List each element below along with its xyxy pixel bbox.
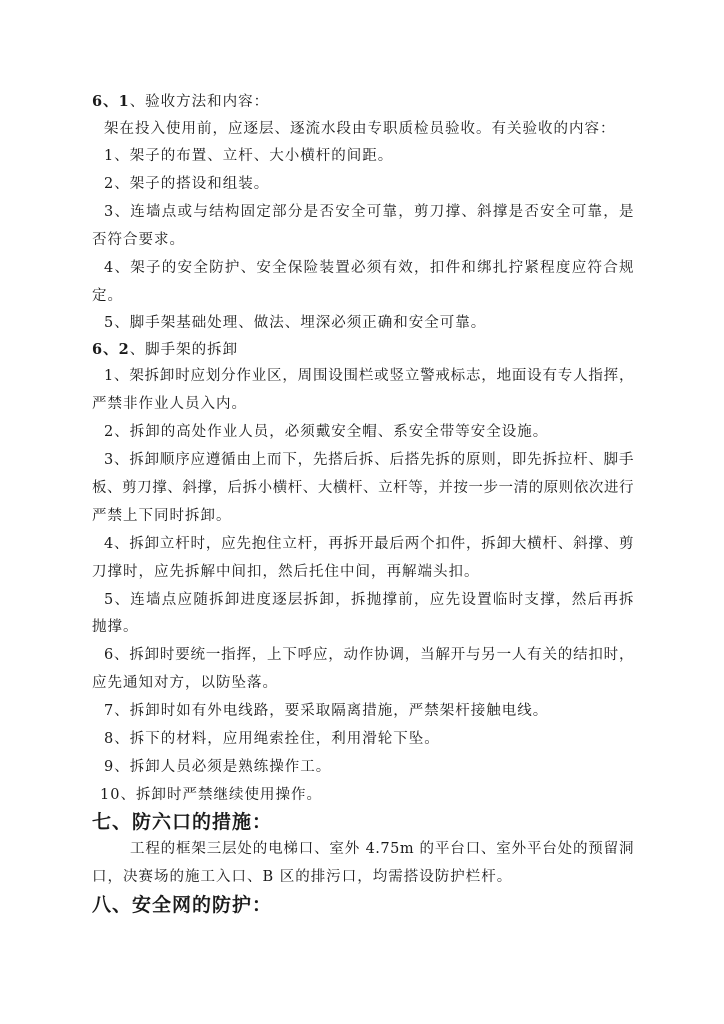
section-6-1-item-5: 5、脚手架基础处理、做法、埋深必须正确和安全可靠。 — [104, 315, 487, 331]
section-6-1-item-4: 4、架子的安全防护、安全保险装置必须有效，扣件和绑扎拧紧程度应符合规 — [104, 260, 634, 276]
section-6-1-item-4-cont: 定。 — [92, 288, 123, 304]
section-6-2-item-3-cont-2: 严禁上下同时拆卸。 — [92, 508, 232, 524]
section-6-2-item-10: 10、拆卸时严禁继续使用操作。 — [100, 787, 322, 803]
section-7-heading: 七、防六口的措施： — [92, 811, 273, 833]
section-6-1-intro: 架在投入使用前，应逐层、逐流水段由专职质检员验收。有关验收的内容： — [104, 121, 616, 137]
section-6-2-item-3-cont-1: 板、剪刀撑、斜撑，后拆小横杆、大横杆、立杆等，并按一步一清的原则依次进行 — [92, 480, 634, 496]
section-6-2-item-5: 5、连墙点应随拆卸进度逐层拆卸，拆抛撑前，应先设置临时支撑，然后再拆 — [104, 592, 634, 608]
section-6-2-item-5-cont: 抛撑。 — [92, 619, 139, 635]
section-6-2-number: 6、2 — [92, 341, 130, 358]
section-6-1-item-1: 1、架子的布置、立杆、大小横杆的间距。 — [104, 148, 394, 164]
section-6-2-item-4-cont: 刀撑时，应先拆解中间扣，然后托住中间，再解端头扣。 — [92, 564, 480, 580]
section-6-1-item-3-cont: 否符合要求。 — [92, 232, 185, 248]
section-6-2-item-6-cont: 应先通知对方，以防坠落。 — [92, 675, 278, 691]
section-6-2-title: 、脚手架的拆卸 — [129, 342, 239, 358]
section-8-heading: 八、安全网的防护： — [92, 894, 273, 916]
section-6-2-item-4: 4、拆卸立杆时，应先抱住立杆，再拆开最后两个扣件，拆卸大横杆、斜撑、剪 — [104, 536, 634, 552]
section-6-2-item-1: 1、架拆卸时应划分作业区，周围设围栏或竖立警戒标志，地面设有专人指挥， — [104, 368, 634, 384]
section-7-paragraph-line-1: 工程的框架三层处的电梯口、室外 4.75m 的平台口、室外平台处的预留洞 — [130, 841, 634, 857]
section-6-1-item-3: 3、连墙点或与结构固定部分是否安全可靠，剪刀撑、斜撑是否安全可靠，是 — [104, 204, 634, 220]
section-6-1-heading — [92, 92, 269, 112]
section-6-2-item-3: 3、拆卸顺序应遵循由上而下，先搭后拆、后搭先拆的原则，即先拆拉杆、脚手 — [104, 452, 634, 468]
section-6-2-item-7: 7、拆卸时如有外电线路，要采取隔离措施，严禁架杆接触电线。 — [104, 703, 549, 719]
section-6-1-title: 、验收方法和内容： — [129, 94, 270, 110]
section-6-2-heading — [92, 340, 238, 360]
section-6-2-item-2: 2、拆卸的高处作业人员，必须戴安全帽、系安全带等安全设施。 — [104, 424, 549, 440]
section-6-2-item-9: 9、拆卸人员必须是熟练操作工。 — [104, 759, 332, 775]
section-7-paragraph-line-2: 口，决赛场的施工入口、B 区的排污口，均需搭设防护栏杆。 — [92, 869, 513, 885]
section-6-2-item-6: 6、拆卸时要统一指挥，上下呼应，动作协调，当解开与另一人有关的结扣时， — [104, 647, 634, 663]
section-6-1-number: 6、1 — [92, 93, 130, 110]
section-6-1-item-2: 2、架子的搭设和组装。 — [104, 176, 270, 192]
section-6-2-item-8: 8、拆下的材料，应用绳索拴住，利用滑轮下坠。 — [104, 731, 440, 747]
section-6-2-item-1-cont: 严禁非作业人员入内。 — [92, 396, 247, 412]
